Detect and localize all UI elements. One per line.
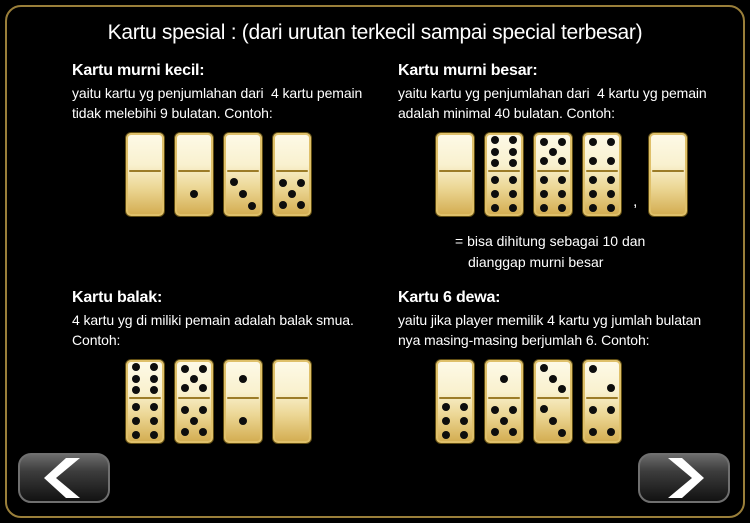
- domino-half: [649, 133, 687, 170]
- pip: [607, 190, 615, 198]
- section-murni-besar: [398, 62, 733, 273]
- domino-half: [436, 133, 474, 170]
- pip: [509, 136, 517, 144]
- pip: [199, 365, 207, 373]
- pip: [181, 406, 189, 414]
- prev-page-button[interactable]: [18, 453, 110, 503]
- pip: [558, 157, 566, 165]
- pip: [607, 138, 615, 146]
- pip: [132, 403, 140, 411]
- domino-half: [534, 399, 572, 443]
- pip: [491, 176, 499, 184]
- pip: [558, 190, 566, 198]
- pip: [589, 157, 597, 165]
- pip: [491, 406, 499, 414]
- pip: [509, 204, 517, 212]
- domino-half: [485, 172, 523, 216]
- pip: [150, 403, 158, 411]
- domino-half: [436, 399, 474, 443]
- pip: [491, 136, 499, 144]
- pip: [500, 417, 508, 425]
- note-line: = bisa dihitung sebagai 10 dan: [455, 233, 646, 249]
- domino-card: [582, 359, 622, 444]
- pip: [150, 386, 158, 394]
- domino-card-group: [125, 359, 312, 444]
- pip: [181, 365, 189, 373]
- pip: [150, 431, 158, 439]
- pip: [279, 179, 287, 187]
- domino-half: [485, 133, 523, 170]
- pip: [509, 406, 517, 414]
- separator-comma: ,: [633, 193, 638, 210]
- section-description-line: Contoh:: [72, 332, 121, 348]
- pip: [607, 204, 615, 212]
- domino-card: [435, 359, 475, 444]
- pip: [181, 428, 189, 436]
- domino-card: [223, 132, 263, 217]
- next-page-button[interactable]: [638, 453, 730, 503]
- domino-card-row: [435, 132, 733, 217]
- pip: [589, 138, 597, 146]
- pip: [558, 176, 566, 184]
- domino-half: [485, 360, 523, 397]
- domino-card-group: [435, 359, 622, 444]
- pip: [150, 363, 158, 371]
- pip: [540, 176, 548, 184]
- domino-half: [534, 133, 572, 170]
- domino-half: [273, 360, 311, 397]
- pip: [549, 417, 557, 425]
- pip: [589, 204, 597, 212]
- domino-card: [174, 132, 214, 217]
- pip: [540, 157, 548, 165]
- domino-card-row: [435, 359, 733, 444]
- section-description-line: nya masing-masing berjumlah 6. Contoh:: [398, 332, 650, 348]
- pip: [549, 375, 557, 383]
- pip: [239, 417, 247, 425]
- section-description-line: 4 kartu yg di miliki pemain adalah balak smua.: [72, 312, 354, 328]
- section-note: [455, 231, 733, 273]
- section-6-dewa: [398, 289, 733, 444]
- domino-card: [125, 359, 165, 444]
- pip: [460, 417, 468, 425]
- pip: [558, 429, 566, 437]
- chevron-left-icon: [41, 458, 87, 498]
- domino-card: [533, 359, 573, 444]
- domino-card: [125, 132, 165, 217]
- pip: [607, 428, 615, 436]
- page-title: Kartu spesial : (dari urutan terkecil sampai special terbesar): [107, 21, 643, 44]
- chevron-right-icon: [661, 458, 707, 498]
- pip: [460, 431, 468, 439]
- pip: [491, 204, 499, 212]
- pip: [589, 428, 597, 436]
- section-description-line: yaitu jika player memilik 4 kartu yg jumlah bulatan: [398, 312, 702, 328]
- pip: [491, 159, 499, 167]
- pip: [132, 386, 140, 394]
- pip: [540, 138, 548, 146]
- pip: [442, 417, 450, 425]
- section-balak: [72, 289, 407, 444]
- pip: [509, 428, 517, 436]
- pip: [500, 375, 508, 383]
- section-heading: Kartu murni kecil:: [72, 62, 205, 79]
- domino-half: [273, 399, 311, 443]
- pip: [540, 405, 548, 413]
- pip: [442, 431, 450, 439]
- pip: [297, 201, 305, 209]
- pip: [607, 176, 615, 184]
- domino-half: [224, 399, 262, 443]
- pip: [491, 148, 499, 156]
- domino-half: [175, 360, 213, 397]
- domino-half: [436, 360, 474, 397]
- section-description-line: yaitu kartu yg penjumlahan dari 4 kartu pemain: [72, 85, 363, 101]
- pip: [132, 431, 140, 439]
- domino-card: [582, 132, 622, 217]
- pip: [199, 406, 207, 414]
- pip: [239, 190, 247, 198]
- pip: [150, 375, 158, 383]
- pip: [540, 364, 548, 372]
- domino-half: [534, 172, 572, 216]
- pip: [607, 384, 615, 392]
- domino-half: [583, 399, 621, 443]
- pip: [181, 384, 189, 392]
- pip: [460, 403, 468, 411]
- domino-card: [484, 132, 524, 217]
- domino-card-row: [125, 359, 407, 444]
- section-description-line: adalah minimal 40 bulatan. Contoh:: [398, 105, 615, 121]
- domino-card: [272, 132, 312, 217]
- pip: [491, 190, 499, 198]
- pip: [190, 190, 198, 198]
- domino-half: [175, 133, 213, 170]
- pip: [297, 179, 305, 187]
- domino-half: [649, 172, 687, 216]
- section-heading: Kartu murni besar:: [398, 62, 538, 79]
- section-heading: Kartu 6 dewa:: [398, 289, 501, 306]
- domino-card: [435, 132, 475, 217]
- domino-half: [126, 172, 164, 216]
- pip: [549, 148, 557, 156]
- domino-card-row: [125, 132, 407, 217]
- pip: [589, 190, 597, 198]
- domino-half: [583, 133, 621, 170]
- domino-card: [484, 359, 524, 444]
- section-description-line: yaitu kartu yg penjumlahan dari 4 kartu yg pemain: [398, 85, 707, 101]
- domino-half: [175, 172, 213, 216]
- pip: [540, 204, 548, 212]
- domino-half: [583, 172, 621, 216]
- pip: [279, 201, 287, 209]
- domino-half: [273, 172, 311, 216]
- pip: [288, 190, 296, 198]
- pip: [132, 363, 140, 371]
- section-description-line: tidak melebihi 9 bulatan. Contoh:: [72, 105, 273, 121]
- domino-half: [534, 360, 572, 397]
- pip: [558, 204, 566, 212]
- pip: [199, 384, 207, 392]
- pip: [230, 178, 238, 186]
- domino-half: [583, 360, 621, 397]
- pip: [190, 417, 198, 425]
- pip: [132, 417, 140, 425]
- note-line: dianggap murni besar: [468, 254, 604, 270]
- domino-half: [224, 172, 262, 216]
- domino-half: [436, 172, 474, 216]
- pip: [607, 406, 615, 414]
- domino-half: [224, 360, 262, 397]
- section-murni-kecil: [72, 62, 407, 217]
- pip: [248, 202, 256, 210]
- pip: [589, 176, 597, 184]
- pip: [442, 403, 450, 411]
- pip: [589, 365, 597, 373]
- pip: [509, 159, 517, 167]
- domino-half: [224, 133, 262, 170]
- domino-card: [648, 132, 688, 217]
- domino-half: [485, 399, 523, 443]
- pip: [132, 375, 140, 383]
- pip: [558, 385, 566, 393]
- pip: [509, 190, 517, 198]
- pip: [558, 138, 566, 146]
- domino-card: [272, 359, 312, 444]
- pip: [199, 428, 207, 436]
- pip: [190, 375, 198, 383]
- pip: [540, 190, 548, 198]
- domino-half: [273, 133, 311, 170]
- domino-half: [126, 133, 164, 170]
- domino-card: [533, 132, 573, 217]
- domino-half: [126, 399, 164, 443]
- domino-card: [223, 359, 263, 444]
- domino-card-group: [648, 132, 688, 217]
- domino-card-group: [125, 132, 312, 217]
- domino-half: [126, 360, 164, 397]
- pip: [491, 428, 499, 436]
- pip: [509, 148, 517, 156]
- section-heading: Kartu balak:: [72, 289, 163, 306]
- pip: [150, 417, 158, 425]
- domino-half: [175, 399, 213, 443]
- domino-card: [174, 359, 214, 444]
- domino-card-group: [435, 132, 622, 217]
- pip: [239, 375, 247, 383]
- pip: [589, 406, 597, 414]
- pip: [509, 176, 517, 184]
- pip: [607, 157, 615, 165]
